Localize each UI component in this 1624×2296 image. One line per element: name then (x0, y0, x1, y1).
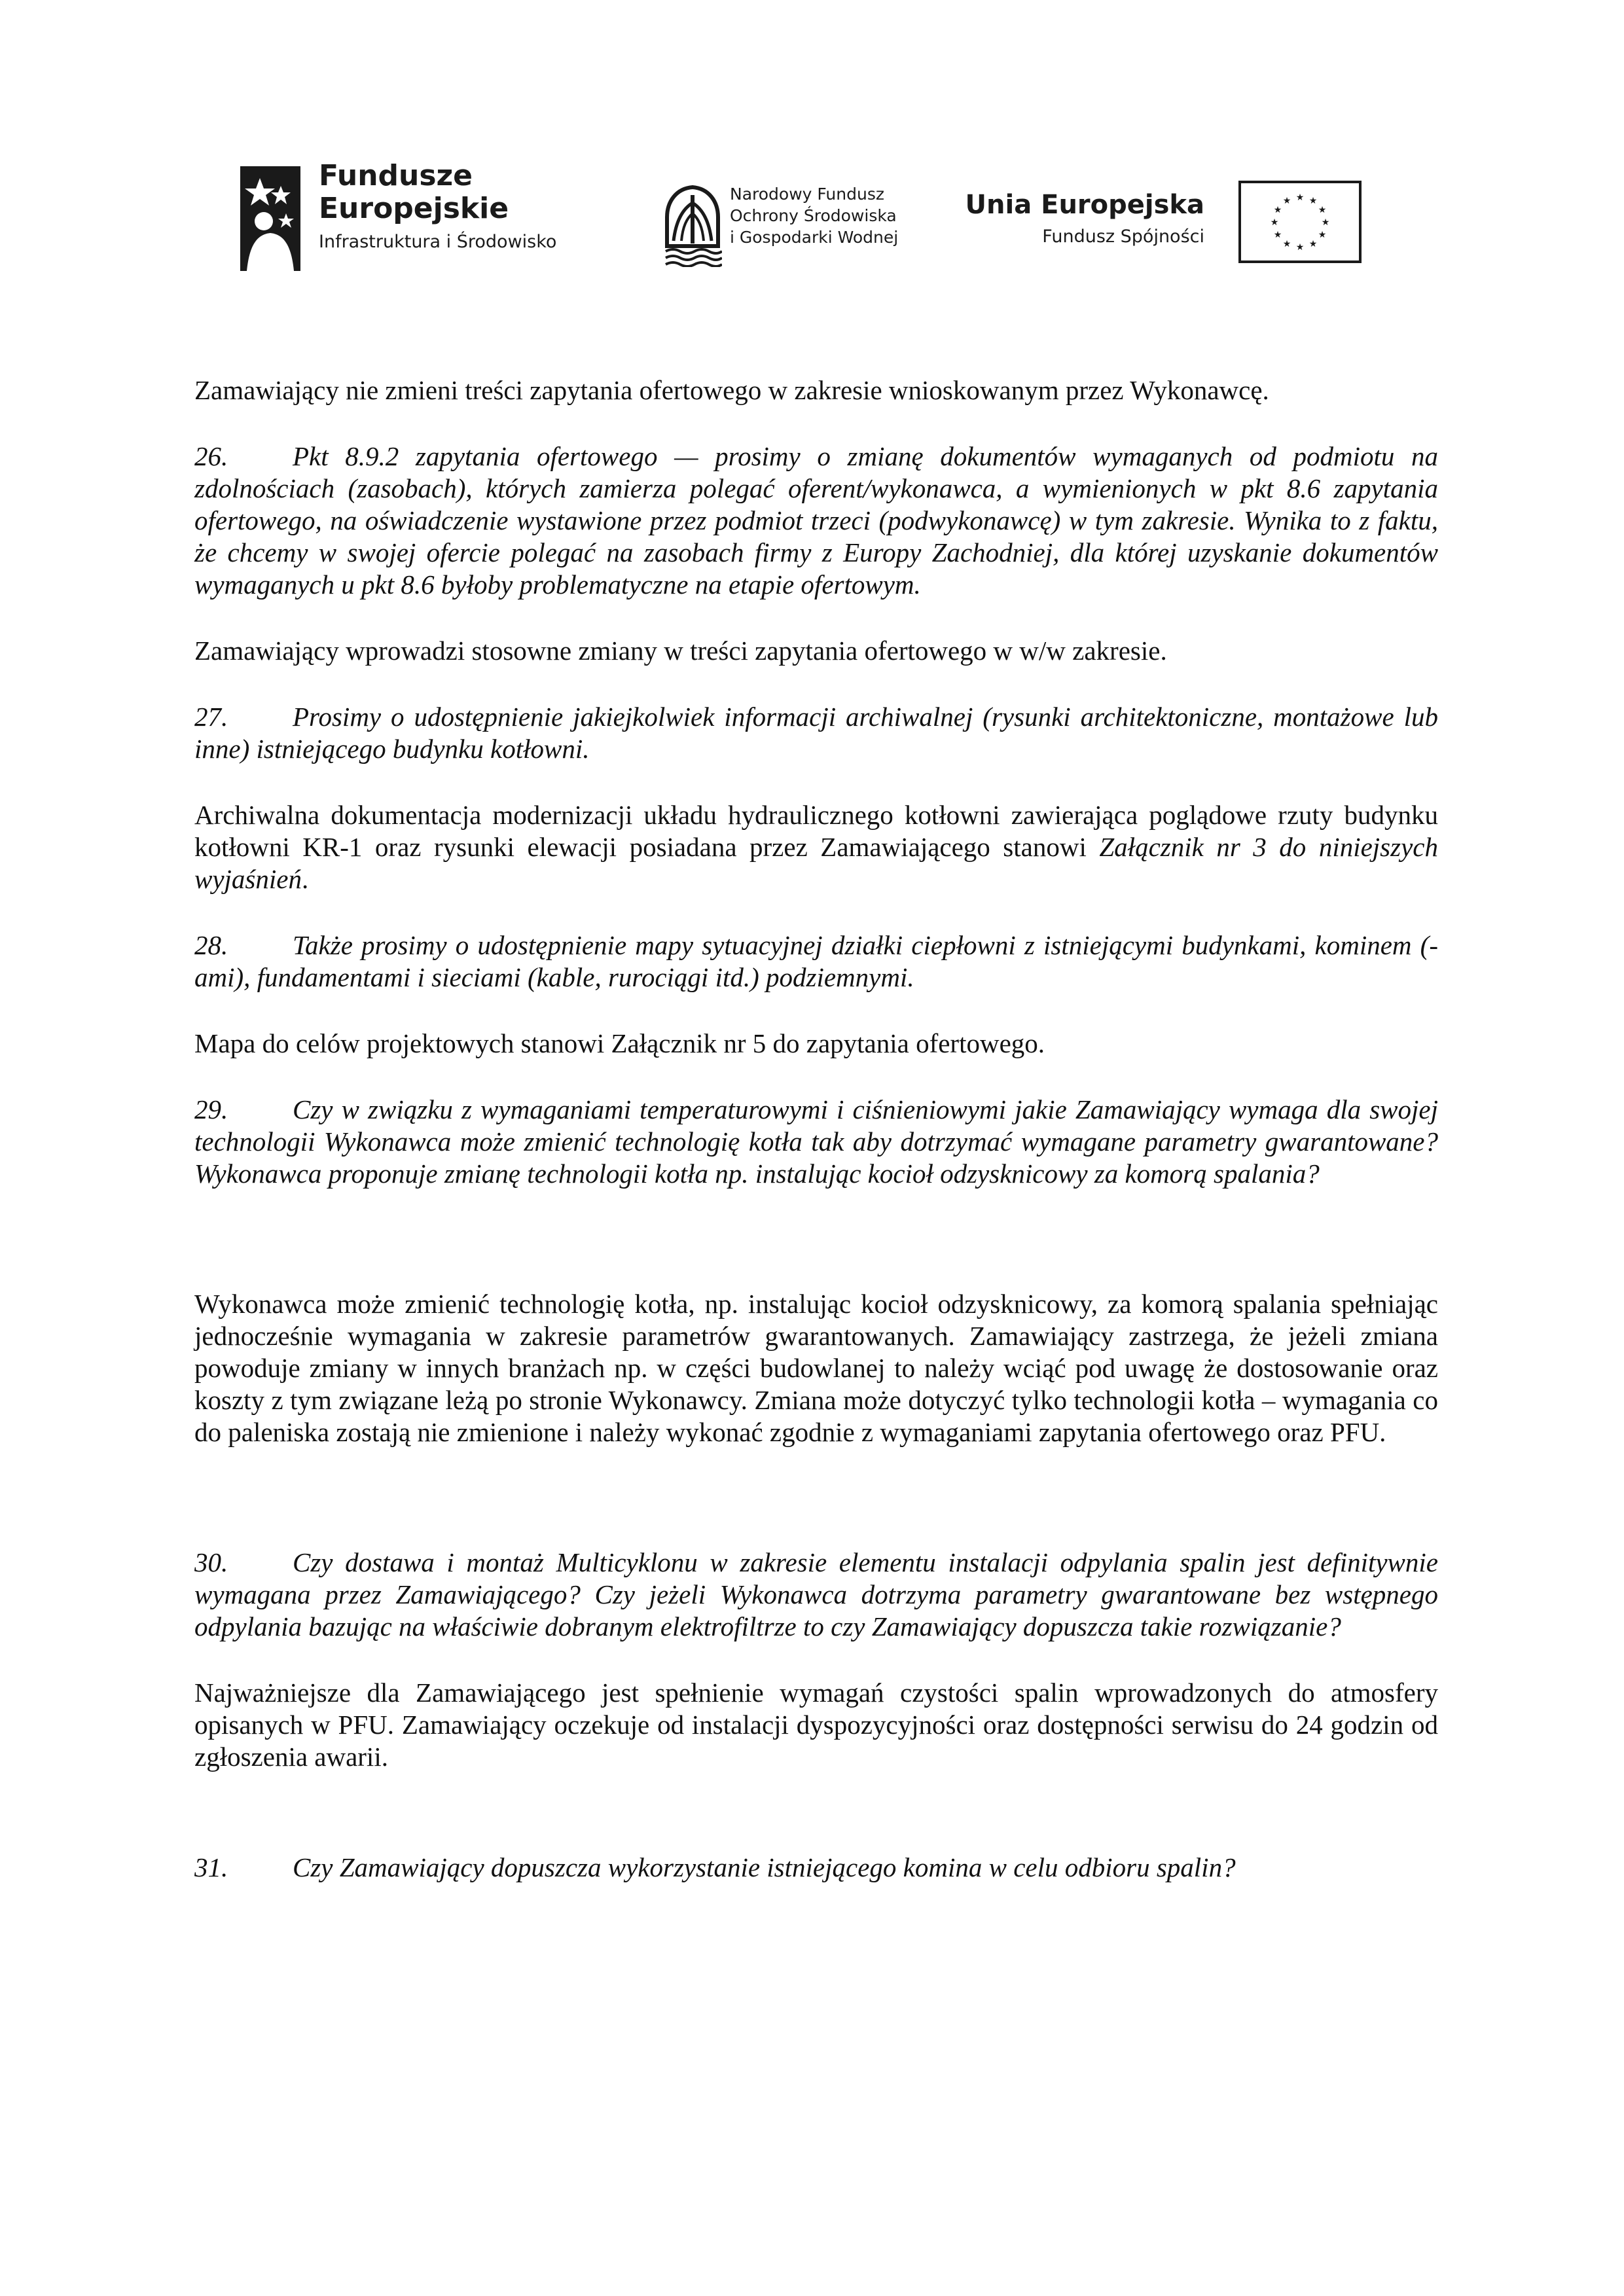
svg-text:★: ★ (1295, 242, 1305, 253)
ue-logo-line1: Unia Europejska (965, 190, 1204, 220)
unia-europejska-wordmark (965, 188, 1204, 250)
nfosigw-emblem-icon (663, 183, 722, 267)
nfos-logo-line3: i Gospodarki Wodnej (730, 228, 899, 247)
nfos-logo-line1: Narodowy Fundusz (730, 185, 884, 204)
svg-text:★: ★ (1270, 217, 1279, 228)
question-31-text: Czy Zamawiający dopuszcza wykorzystanie istniejącego komina w celu odbioru spalin? (293, 1852, 1236, 1882)
svg-text:★: ★ (1321, 217, 1330, 228)
question-29-text: Czy w związku z wymaganiami temperaturowymi i ciśnieniowymi jakie Zamawiający wymaga dla swojej technologii Wykonawca może zmienić technologię kotła tak aby dotrzymać wymagane parametry gwarantowane? Wykonawca proponuje zmianę technologii kotła np. instalując kocioł odzysknicowy za komorą spalania? (194, 1094, 1438, 1189)
nfosigw-logo (663, 183, 938, 275)
svg-text:★: ★ (1273, 205, 1282, 215)
answer-25: Zamawiający nie zmieni treści zapytania ofertowego w zakresie wnioskowanym przez Wykonawcę. (194, 375, 1269, 405)
fundusze-europejskie-wordmark (319, 160, 556, 255)
fundusze-europejskie-logo (240, 160, 581, 271)
question-27-text: Prosimy o udostępnienie jakiejkolwiek informacji archiwalnej (rysunki architektoniczne, montażowe lub inne) istniejącego budynku kotłowni. (194, 702, 1438, 764)
question-27-number: 27. (194, 702, 228, 732)
svg-text:★: ★ (1282, 239, 1291, 249)
fe-logo-line2: Europejskie (319, 192, 509, 225)
svg-text:★: ★ (1295, 192, 1305, 203)
question-30-text: Czy dostawa i montaż Multicyklonu w zakresie elementu instalacji odpylania spalin jest definitywnie wymagana przez Zamawiającego? Czy jeżeli Wykonawca dotrzyma parametry gwarantowane bez wstępnego odpylania bazując na właściwie dobranym elektrofiltrze to czy Zamawiający dopuszcza takie rozwiązanie? (194, 1547, 1438, 1641)
answer-27-end: . (301, 864, 309, 894)
answer-27-text: Archiwalna dokumentacja modernizacji układu hydraulicznego kotłowni zawierająca poglądowe rzuty budynku kotłowni KR-1 oraz rysunki elewacji posiadana przez Zamawiającego stanowi (194, 800, 1438, 862)
answer-29: Wykonawca może zmienić technologię kotła, np. instalując kocioł odzysknicowy, za komorą spalania spełniając jednocześnie wymagania w zakresie parametrów gwarantowanych. Zamawiający zastrzega, że jeżeli zmiana powoduje zmiany w innych branżach np. w części budowlanej to należy wciąć pod uwagę że dostosowanie oraz koszty z tym związane leżą po stronie Wykonawcy. Zmiana może dotyczyć tylko technologii kotła – wymagania co do paleniska zostają nie zmienione i należy wykonać zgodnie z wymaganiami zapytania ofertowego oraz PFU. (194, 1289, 1438, 1447)
question-28-text: Także prosimy o udostępnienie mapy sytuacyjnej działki ciepłowni z istniejącymi budynkami, kominem (-ami), fundamentami i sieciami (kable, rurociągi itd.) podziemnymi. (194, 930, 1438, 992)
answer-27-attachment-reference: Załącznik nr 3 do niniejszych wyjaśnień (194, 832, 1438, 894)
ue-logo-line2: Fundusz Spójności (1042, 226, 1204, 247)
fundusze-europejskie-star-person-icon (240, 166, 300, 271)
question-31 (194, 1852, 1438, 1884)
svg-text:★: ★ (1282, 196, 1291, 206)
document-body (194, 374, 1438, 1884)
unia-europejska-logo (965, 181, 1362, 266)
fe-logo-line3: Infrastruktura i Środowisko (319, 232, 557, 252)
answer-27 (194, 799, 1438, 895)
svg-text:★: ★ (1318, 205, 1327, 215)
question-31-number: 31. (194, 1852, 228, 1882)
answer-30: Najważniejsze dla Zamawiającego jest spełnienie wymagań czystości spalin wprowadzonych do atmosfery opisanych w PFU. Zamawiający oczekuje od instalacji dyspozycyjności oraz dostępności serwisu do 24 godzin od zgłoszenia awarii. (194, 1677, 1438, 1772)
nfos-logo-line2: Ochrony Środowiska (730, 206, 897, 225)
question-28-number: 28. (194, 930, 228, 960)
svg-text:★: ★ (1308, 196, 1318, 206)
nfosigw-wordmark (730, 183, 898, 248)
question-30-number: 30. (194, 1547, 228, 1577)
question-30 (194, 1547, 1438, 1643)
question-27 (194, 701, 1438, 765)
question-26 (194, 440, 1438, 601)
question-26-number: 26. (194, 441, 228, 471)
svg-text:★: ★ (1308, 239, 1318, 249)
eu-flag-icon (1238, 181, 1362, 263)
question-26-text: Pkt 8.9.2 zapytania ofertowego — prosimy o zmianę dokumentów wymaganych od podmiotu na zdolnościach (zasobach), których zamierza polegać oferent/wykonawca, a wymienionych w pkt 8.6 zapytania ofertowego, na oświadczenie wystawione przez podmiot trzeci (podwykonawcę) w tym zakresie. Wynika to z faktu, że chcemy w swojej ofercie polegać na zasobach firmy z Europy Zachodniej, dla której uzyskanie dokumentów wymaganych u pkt 8.6 byłoby problematyczne na etapie ofertowym. (194, 441, 1438, 600)
answer-26: Zamawiający wprowadzi stosowne zmiany w treści zapytania ofertowego w w/w zakresie. (194, 636, 1167, 666)
question-28 (194, 929, 1438, 994)
question-29 (194, 1094, 1438, 1190)
header-logo-band (194, 97, 1394, 346)
question-29-number: 29. (194, 1094, 228, 1124)
svg-text:★: ★ (1273, 230, 1282, 240)
svg-text:★: ★ (1318, 230, 1327, 240)
answer-28: Mapa do celów projektowych stanowi Załącznik nr 5 do zapytania ofertowego. (194, 1028, 1045, 1058)
fe-logo-line1: Fundusze (319, 159, 473, 192)
